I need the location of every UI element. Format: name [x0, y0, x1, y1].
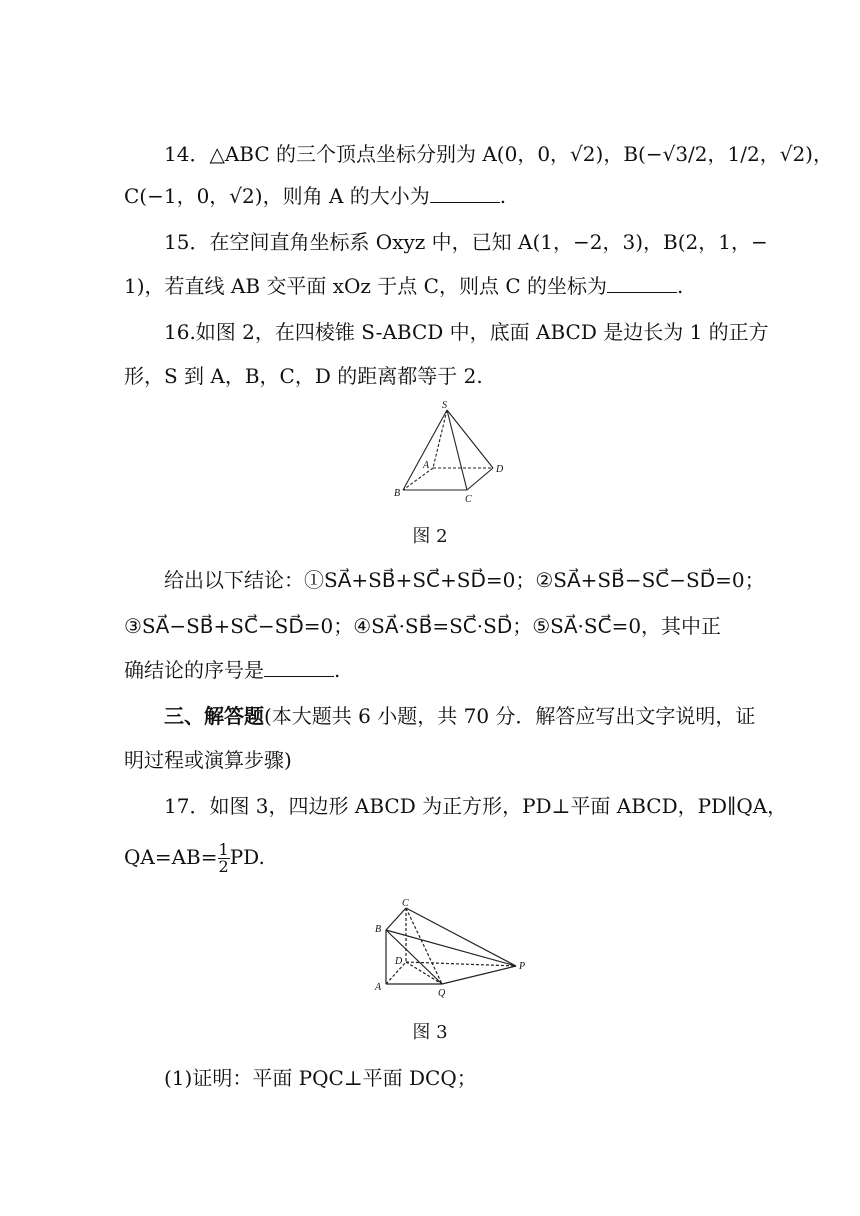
- fraction-numerator: 1: [218, 840, 229, 859]
- q16-line2: 形，S 到 A，B，C，D 的距离都等于 2.: [124, 364, 483, 388]
- figure-3-caption: 图 3: [412, 1022, 448, 1043]
- section3-line1-rest: (本大题共 6 小题，共 70 分．解答应写出文字说明，证: [264, 704, 756, 728]
- q16-conclusions-line3: [124, 656, 740, 684]
- label-B: B: [375, 924, 382, 935]
- q17-line2-suffix: PD.: [229, 845, 265, 869]
- q17-part1: (1)证明：平面 PQC⊥平面 DCQ；: [164, 1066, 477, 1090]
- label-C: C: [402, 898, 409, 909]
- q14-line2: [124, 182, 740, 210]
- q15-line2: [124, 272, 740, 300]
- q17-line1: 17．如图 3，四边形 ABCD 为正方形，PD⊥平面 ABCD，PD∥QA，: [164, 794, 788, 818]
- q16-answer-blank[interactable]: [264, 658, 334, 677]
- edge-AB: [403, 468, 433, 490]
- section3-line2: 明过程或演算步骤): [124, 748, 292, 772]
- q14-line1-prefix: 14．△ABC 的三个顶点坐标分别为 A(0，0，√2)，B: [164, 142, 639, 166]
- q15-line2-end: .: [677, 274, 684, 298]
- section3-heading: 三、解答题: [164, 704, 264, 728]
- q14-answer-blank[interactable]: [430, 184, 500, 203]
- label-P: P: [519, 961, 526, 972]
- q16-conclusions-line3-text: 确结论的序号是: [124, 658, 264, 682]
- edge-SB: [403, 410, 447, 490]
- q14-line1: [164, 140, 833, 168]
- q16-line1: 16.如图 2，在四棱锥 S-ABCD 中，底面 ABCD 是边长为 1 的正方: [164, 320, 769, 344]
- q14-line2-end: .: [499, 184, 507, 208]
- fraction-denominator: 2: [218, 857, 229, 876]
- q15-answer-blank[interactable]: [607, 274, 677, 293]
- figure-2-caption: 图 2: [412, 526, 448, 547]
- label-C: C: [465, 494, 472, 505]
- label-Q: Q: [438, 988, 446, 999]
- fraction-one-half: [218, 842, 230, 875]
- figure-2-pyramid: [385, 398, 515, 508]
- q16-conclusions-line2: ③SA⃗−SB⃗+SC⃗−SD⃗=0；④SA⃗·SB⃗=SC⃗·SD⃗；⑤SA⃗·SC⃗=0，其中正: [124, 614, 722, 638]
- q15-line1: 15．在空间直角坐标系 Oxyz 中，已知 A(1，−2，3)，B(2，1，−: [164, 230, 768, 254]
- label-D: D: [496, 464, 504, 475]
- q17-line2: [124, 842, 740, 875]
- label-A: A: [423, 460, 430, 471]
- edge-BC: [386, 908, 406, 930]
- edge-CP: [406, 908, 516, 966]
- figure-3-solid: [370, 896, 535, 1004]
- edge-QP: [442, 966, 516, 984]
- label-A: A: [375, 982, 382, 993]
- edge-SA: [433, 410, 447, 468]
- label-B: B: [394, 488, 401, 499]
- label-S: S: [442, 400, 447, 411]
- q16-conclusions-line1: 给出以下结论：①SA⃗+SB⃗+SC⃗+SD⃗=0；②SA⃗+SB⃗−SC⃗−SD⃗=0；: [164, 568, 765, 592]
- label-D: D: [395, 956, 403, 967]
- q17-line2-prefix: QA=AB=: [124, 845, 218, 869]
- q14-line2-text: C(−1，0，√2)，则角 A 的大小为: [124, 184, 430, 208]
- q16-conclusions-line3-end: .: [334, 658, 341, 682]
- q15-line2-text: 1)，若直线 AB 交平面 xOz 于点 C，则点 C 的坐标为: [124, 274, 607, 298]
- section3-line1: [164, 702, 780, 730]
- edge-CD: [467, 468, 493, 490]
- q14-b-coords: (−√3/2，1/2，√2)，: [638, 142, 833, 166]
